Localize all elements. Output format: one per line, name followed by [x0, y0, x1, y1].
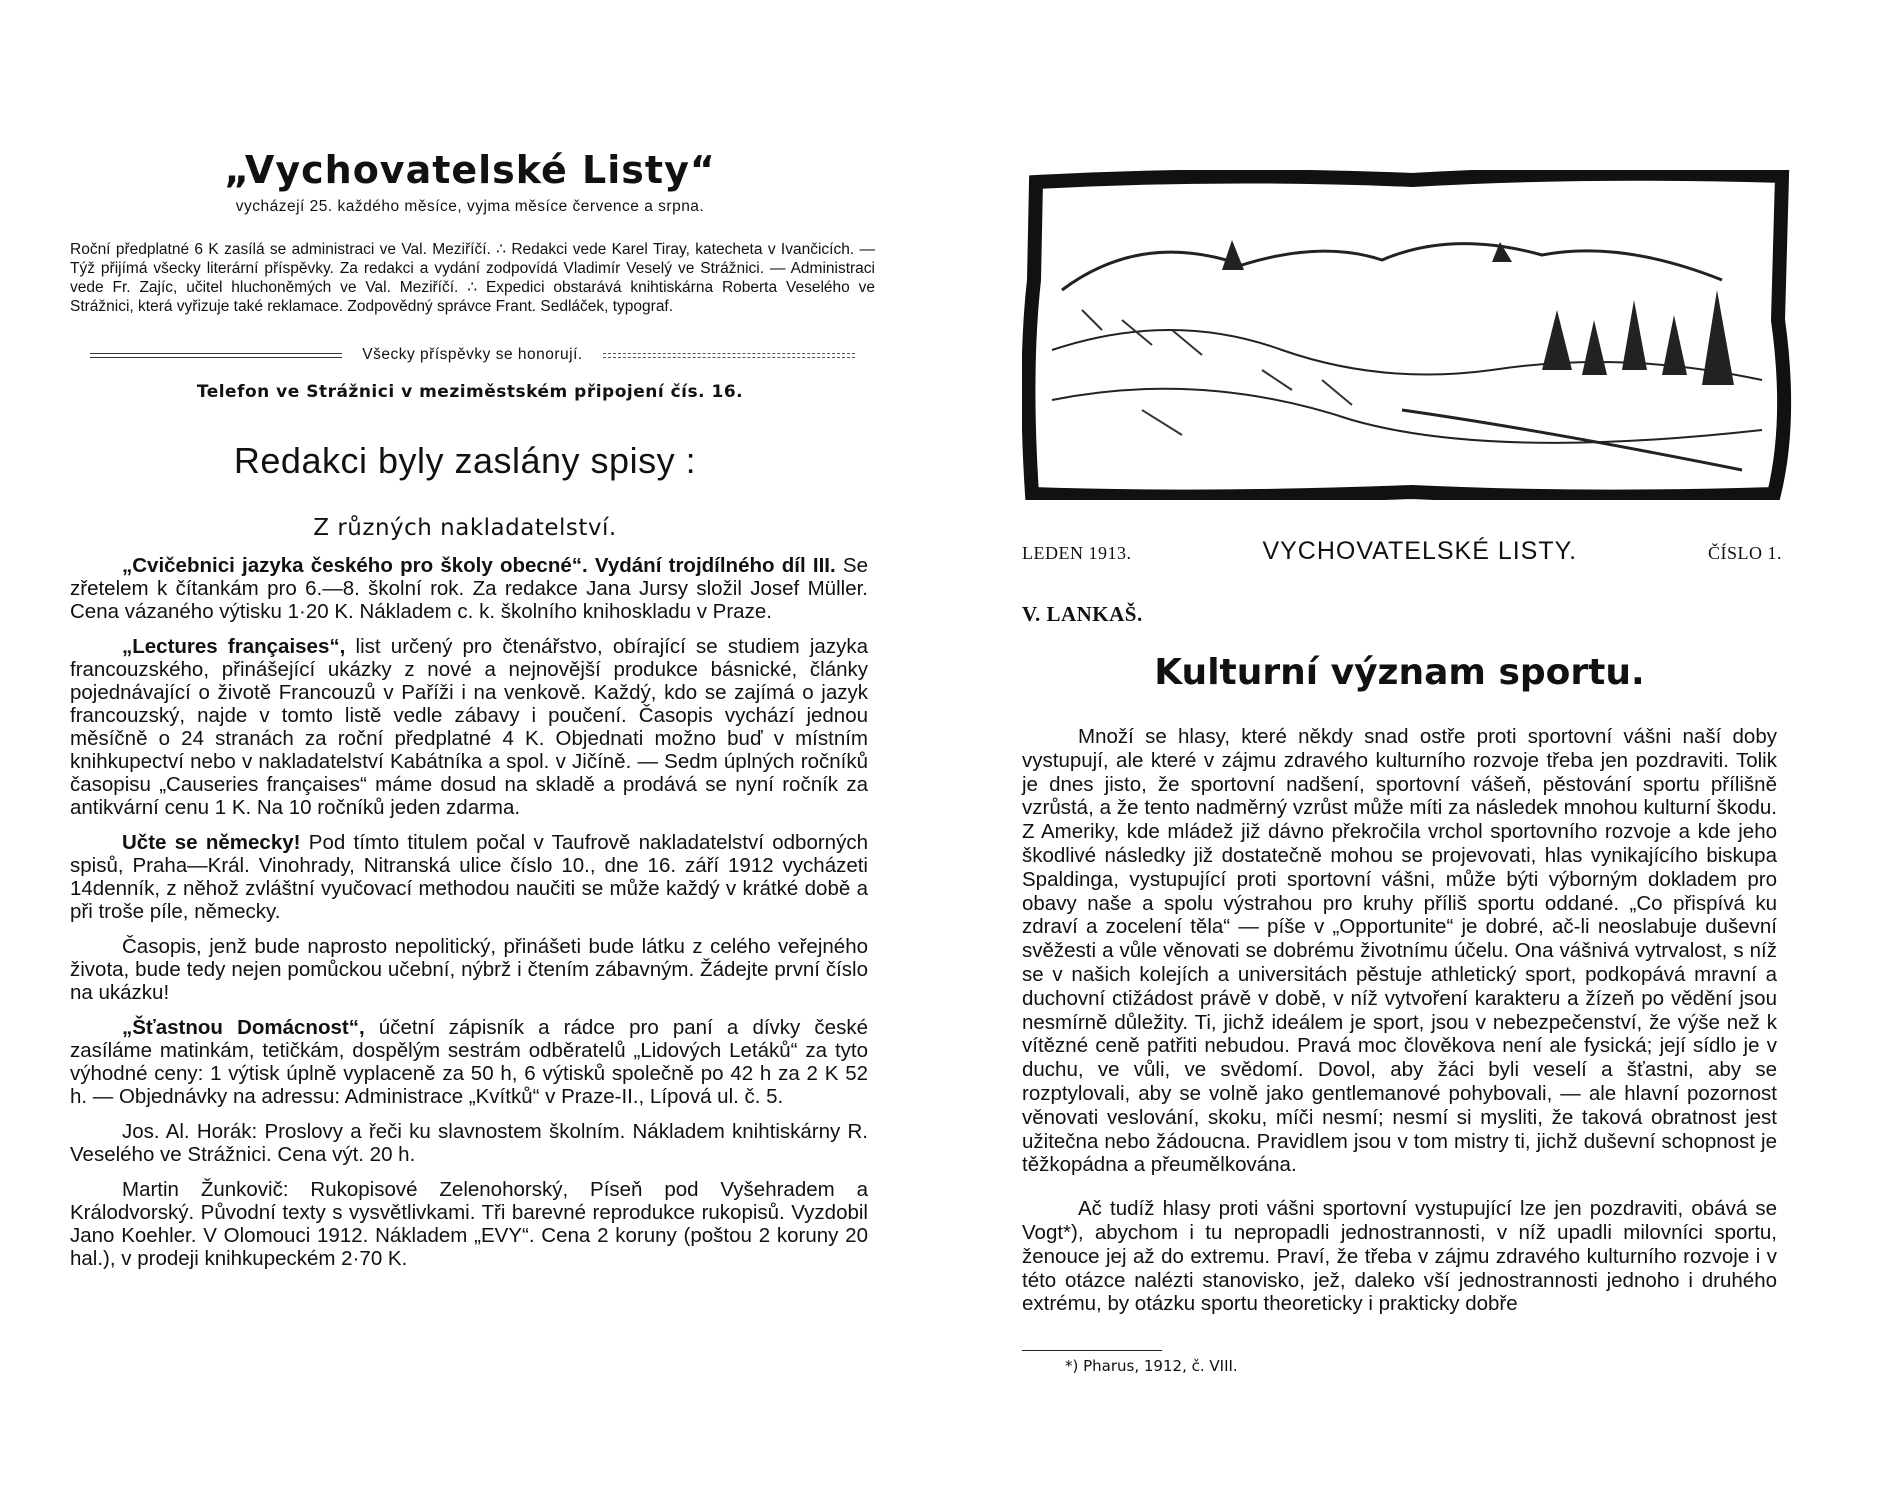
issue-number: ČÍSLO 1.: [1707, 543, 1782, 563]
entry-text: list určený pro čtenářstvo, obírající se studiem jazyka francouzského, přinášející ukázky z nové a nejnovější produkce básnické, články pojednávající o životě Francouzů v Paříži i na venkově. Každý, kdo se zajímá o jazyk francouzský, najde v tomto listě vedle zábavy i poučení. Časopis vychází jednou měsíčně o 24 stranách za roční předplatné 4 K. Objednati možno buď v místním knihkupectví nebo v nakladatelství Kabátníka a spol. v Jičíně. — Sedm úplných ročníků časopisu „Causeries françaises“ máme dosud na skladě a prodává se nyní ročník za antikvární cenu 1 K. Na 10 ročníků jeden zdarma.: [70, 635, 868, 819]
double-rule: [90, 353, 342, 358]
entry-text: Pod tímto titulem počal v Taufrově nakladatelství odborných spisů, Praha—Král. Vinohrady, Nitranská ulice číslo 10., dne 16. září 1912 vycházeti 14denník, z něhož zvláštní vyučovací methodou naučiti se může každý v krátké době a při troše píle, německy.: [70, 831, 868, 923]
footnote: *) Pharus, 1912, č. VIII.: [1065, 1357, 1238, 1375]
entry-text: Časopis, jenž bude naprosto nepolitický, přinášeti bude látku z celého veřejného života, bude tedy nejen pomůckou učební, nýbrž i čtením zábavným. Žádejte první číslo na ukázku!: [70, 935, 868, 1004]
honoraria-line: [70, 346, 875, 364]
article-author: V. LANKAŠ.: [1022, 602, 1143, 626]
issue-date: LEDEN 1913.: [1022, 543, 1132, 563]
dashed-rule: [603, 353, 855, 358]
honoraria-text: Všecky příspěvky se honorují.: [362, 346, 583, 363]
list-item: [70, 831, 868, 923]
entry-text: účetní zápisník a rádce pro paní a dívky české zasíláme matinkám, tetičkám, dospělým sestrám odběratelů „Lidových Letáků“ za tyto výhodné ceny: 1 výtisk úplně vyplaceně za 50 h, 6 výtisků společně po 42 h za 2 K 52 h. — Objednávky na adressu: Administrace „Kvítků“ v Praze-II., Lípová ul. č. 5.: [70, 1016, 868, 1108]
list-item: [70, 635, 868, 819]
phone-notice: Telefon ve Strážnici v meziměstském připojení čís. 16.: [196, 382, 744, 402]
subscription-notice: Roční předplatné 6 K zasílá se administraci ve Val. Meziříčí. ∴ Redakci vede Karel Tiray, katecheta v Ivančicích. — Týž přijímá všecky literární příspěvky. Za redakci a vydání zodpovídá Vladimír Veselý ve Strážnici. — Administraci vede Fr. Zajíc, učitel hluchoněmých ve Val. Meziříčí. ∴ Expedici obstarává knihtiskárna Roberta Veselého ve Strážnici, která vyřizuje také reklamace. Zodpovědný správce Frant. Sedláček, typograf.: [70, 241, 875, 315]
entry-text: Se zřetelem k čítankám pro 6.—8. školní rok. Za redakce Jana Jursy složil Josef Müller. Cena vázaného výtisku 1·20 K. Nákladem c. k. školního knihoskladu v Praze.: [70, 554, 868, 623]
list-item: [70, 554, 868, 623]
article-title: Kulturní význam sportu.: [1154, 652, 1645, 693]
subsection-title: Z různých nakladatelství.: [313, 515, 617, 541]
article-body: [1022, 725, 1777, 1336]
section-title: Redakci byly zaslány spisy :: [233, 440, 697, 481]
entry-title: „Cvičebnici jazyka českého pro školy obecné“. Vydání trojdílného díl III.: [122, 554, 836, 577]
entry-text: Jos. Al. Horák: Proslovy a řeči ku slavnostem školním. Nákladem knihtiskárny R. Veselého ve Strážnici. Cena výt. 20 h.: [70, 1120, 868, 1166]
entry-text: Martin Žunkovič: Rukopisové Zelenohorský, Píseň pod Vyšehradem a Králodvorský. Původní texty s vysvětlivkami. Tři barevné reprodukce rukopisů. Vyzdobil Jano Koehler. V Olomouci 1912. Nákladem „EVY“. Cena 2 koruny (poštou 2 koruny 20 hal.), v prodeji knihkupeckém 2·70 K.: [70, 1178, 868, 1270]
entry-title: „Lectures françaises“,: [122, 635, 346, 658]
entry-title: „Šťastnou Domácnost“,: [122, 1016, 365, 1039]
article-paragraph: Množí se hlasy, které někdy snad ostře proti sportovní vášni naší doby vystupují, ale které v zájmu zdravého kulturního rozvoje třeba jen pozdraviti. Tolik je dnes jisto, že sportovní nadšení, sportovní vášeň, pěstování sportu přílišně vzrůstá, a že tento nadměrný vzrůst může míti za následek mnohou kulturní škodu. Z Ameriky, kde mládež již dávno překročila vrchol sportovního rozvoje a kde jeho škodlivé následky již dostatečně mohou se projevovati, hlas vynikajícího biskupa Spaldinga, vystupující proti sportovní vášni, může býti výborným dokladem pro obavy naše a spolu výstrahou pro kruhy příliš sportu oddané. „Co přispívá ku zdraví a zocelení těla“ — píše v „Opportunite“ je dobré, ač-li neoslabuje duševní svěžesti a vůle věnovati se dobrému životnímu účelu. Ona vášnivá vytrvalost, s níž se v našich kolejích a universitách pěstuje athletický sport, podkopává mravní a duchovní ctižádost právě v době, v níž vytvoření karakteru a žízeň po vědění jsou nesmírně důležity. Ti, jichž ideálem je sport, jsou v nebezpečenství, že výše než k vítězné ceně patřiti nebudou. Pravá moc člověkova není ale fysická; její sídlo je v duchu, ve vůli, ve svědomí. Dovol, aby žáci byli veselí a šťastni, aby se rozptylovali, aby se volně jako gentlemanové pohybovali, — ale hlavní pozornost věnovati veslování, skoku, míči nesmí; nesmí si mysliti, že taková obratnost jest užitečna nebo žádoucna. Pravidlem jsou v tom mistry ti, jichž duševní schopnost je těžkopádna a přeumělkována.: [1022, 725, 1777, 1177]
running-head: [1022, 537, 1782, 566]
list-item: [70, 1178, 868, 1270]
masthead-subtitle: vycházejí 25. každého měsíce, vyjma měsíce července a srpna.: [235, 198, 705, 215]
entry-title: Učte se německy!: [122, 831, 301, 854]
footnote-rule: [1022, 1350, 1162, 1351]
landscape-illustration: [1022, 170, 1792, 500]
list-item: [70, 1120, 868, 1166]
masthead-title: „Vychovatelské Listy“: [224, 148, 716, 192]
publication-list: [70, 554, 868, 1282]
article-paragraph: Ač tudíž hlasy proti vášni sportovní vystupující lze jen pozdraviti, obává se Vogt*), abychom i tu nepropadli jednostrannosti, v níž upadli milovníci sportu, ženouce jej až do extremu. Praví, že třeba v zájmu zdravého kulturního rozvoje i v této otázce nalézti stanovisko, jež, daleko vší jednostrannosti jednoho i druhého extrému, by otázku sportu theoreticky i prakticky dobře: [1022, 1197, 1777, 1316]
journal-name: VYCHOVATELSKÉ LISTY.: [1262, 537, 1578, 565]
list-item: [70, 935, 868, 1004]
masthead: [70, 148, 870, 216]
list-item: [70, 1016, 868, 1108]
right-page: [943, 0, 1886, 1500]
